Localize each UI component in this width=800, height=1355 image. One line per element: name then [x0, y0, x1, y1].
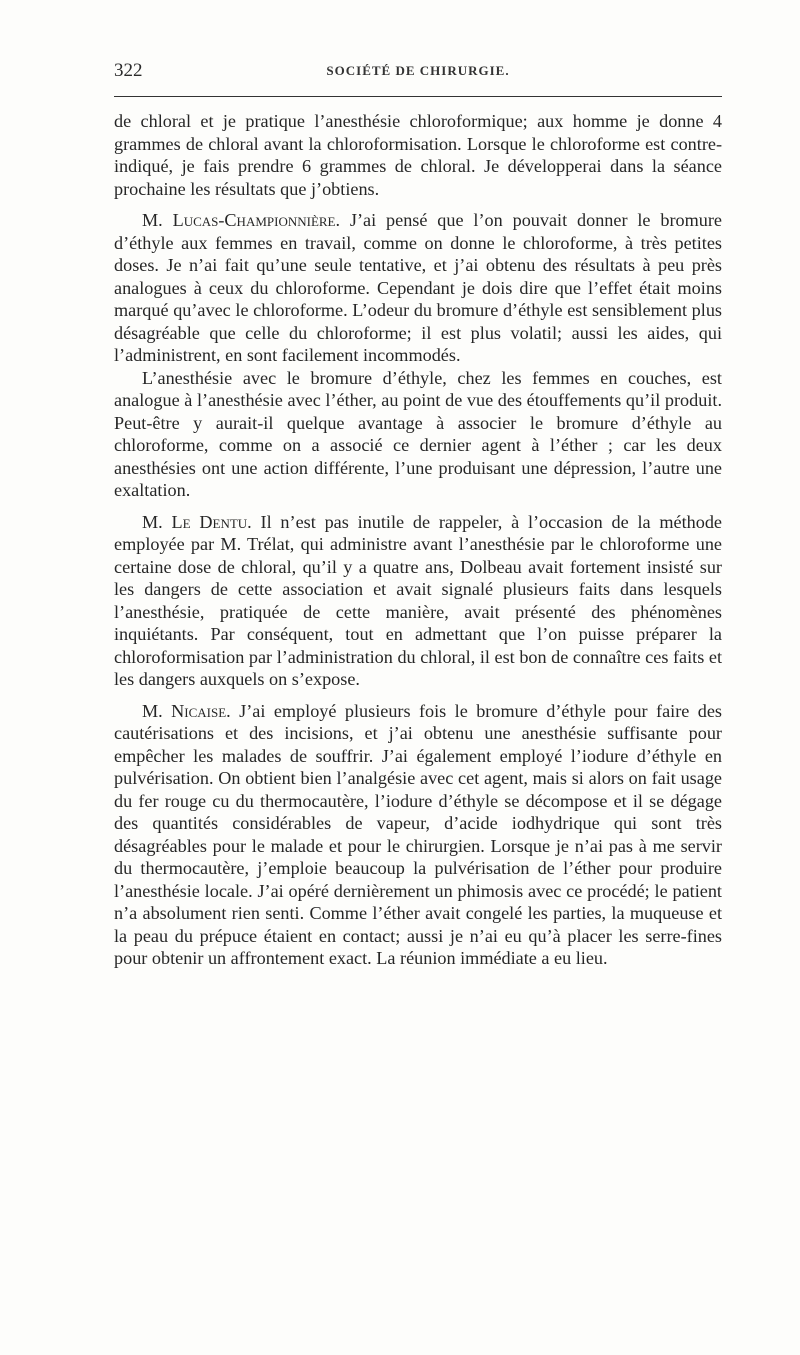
- speaker-name: M. Nicaise.: [142, 700, 231, 721]
- paragraph-text: L’anesthésie avec le bromure d’éthyle, chez les femmes en couches, est analogue à l’anesthésie avec l’éther, au point de vue des étouffements qu’il produit. Peut-être y aurait-il quelque avantage à associer le bromure d’éthyle au chloroforme, comme on a associé ce dernier agent à l’éther ; car les deux anesthésies ont une action différente, l’une produisant une dépression, l’autre une exaltation.: [114, 367, 722, 500]
- speaker-name: M. Le Dentu.: [142, 511, 252, 532]
- paragraph-text: Il n’est pas inutile de rappeler, à l’occasion de la méthode employée par M. Trélat, qui administre avant l’anesthésie par le chloroforme une certaine dose de chloral, qu’il y a quatre ans, Dolbeau avait fortement insisté sur les dangers de cette association et avait signalé plusieurs faits dans lesquels l’anesthésie, pratiquée de cette manière, avait présenté des phénomènes inquiétants. Par conséquent, tout en admettant que l’on puisse préparer la chloroformisation par l’administration du chloral, il est bon de connaître ces faits et les dangers auxquels on s’expose.: [114, 511, 723, 689]
- speaker-name: M. Lucas-Championnière.: [142, 210, 341, 230]
- paragraph-nicaise: [114, 700, 722, 970]
- body-text: [114, 110, 722, 970]
- page-number: 322: [114, 60, 143, 81]
- paragraph-text: J’ai pensé que l’on pouvait donner le bromure d’éthyle aux femmes en travail, comme on donne le chloroforme, à très petites doses. Je n’ai fait qu’une seule tentative, et j’ai obtenu des résultats à peu près analogues à ceux du chloroforme. Cependant je dois dire que l’effet était moins marqué qu’avec le chloroforme. L’odeur du bromure d’éthyle est sensiblement plus désagréable que celle du chloroforme; il est plus volatil; aussi les aides, qui l’administrent, en sont facilement incommodés.: [114, 210, 722, 365]
- paragraph-text: de chloral et je pratique l’anesthésie chloroformique; aux homme je donne 4 grammes de chloral avant la chloroformisation. Lorsque le chloroforme est contre-indiqué, je fais prendre 6 grammes de chloral. Je développerai dans la séance prochaine les résultats que j’obtiens.: [114, 111, 722, 199]
- header-rule: [114, 96, 722, 97]
- paragraph-lucas-championniere: [114, 209, 722, 367]
- paragraph-le-dentu: [114, 511, 722, 691]
- paragraph-ether-comparison: [114, 367, 722, 502]
- paragraph-continuation: [114, 110, 722, 200]
- running-head: [114, 60, 722, 84]
- paragraph-text: J’ai employé plusieurs fois le bromure d’éthyle pour faire des cautérisations et des incisions, et j’ai obtenu une anesthésie suffisante pour empêcher les malades de souffrir. J’ai également employé l’iodure d’éthyle en pulvérisation. On obtient bien l’analgésie avec cet agent, mais si alors on fait usage du fer rouge cu du thermocautère, l’iodure d’éthyle se décompose et il se dégage des quantités considérables de vapeur, d’acide iodhydrique qui sont très désagréables pour le malade et pour le chirurgien. Lorsque je n’ai pas à me servir du thermocautère, j’emploie beaucoup la pulvérisation de l’éther pour produire l’anesthésie locale. J’ai opéré dernièrement un phimosis avec ce procédé; le patient n’a absolument rien senti. Comme l’éther avait congelé les parties, la muqueuse et la peau du prépuce étaient en contact; aussi je n’ai eu qu’à placer les serre-fines pour obtenir un affrontement exact. La réunion immédiate a eu lieu.: [114, 700, 722, 968]
- journal-title: SOCIÉTÉ DE CHIRURGIE.: [326, 63, 510, 78]
